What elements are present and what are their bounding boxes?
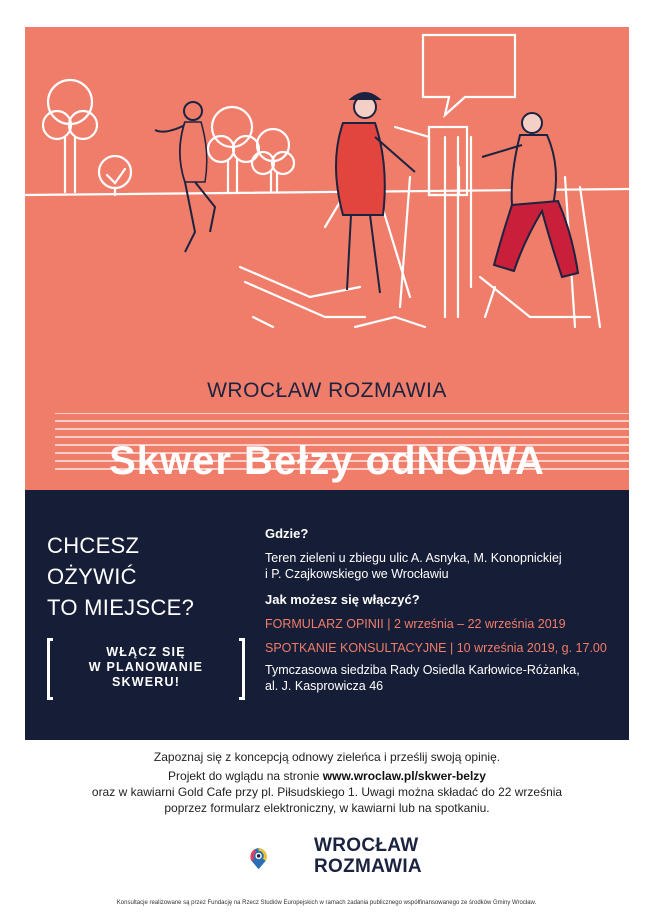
project-url-link[interactable]: www.wroclaw.pl/skwer-belzy (322, 769, 486, 783)
project-prefix: Projekt do wglądu na stronie (168, 769, 323, 783)
intro-text: Zapoznaj się z koncepcją odnowy zieleńca i prześlij swoją opinię. (153, 750, 501, 764)
participate-line: W PLANOWANIE (88, 660, 204, 674)
logo-wordmark (314, 835, 422, 877)
location-line: i P. Czajkowskiego we Wrocławiu (265, 567, 449, 581)
location-line: Teren zieleni u zbiegu ulic A. Asnyka, M. Konopnickiej (265, 551, 562, 565)
funding-fineprint: Konsultacje realizowane są przez Fundację na Rzecz Studiów Europejskich w ramach zadania publicznego współfinansowanego ze środków Gminy Wrocław. (116, 900, 537, 906)
participate-text (47, 645, 245, 690)
meeting-date: SPOTKANIE KONSULTACYJNE | 10 września 2019, g. 17.00 (265, 641, 607, 655)
cta-line: CHCESZ (47, 533, 140, 558)
call-to-action (47, 530, 194, 623)
cafe-info: oraz w kawiarni Gold Cafe przy pl. Piłsudskiego 1. Uwagi można składać do 22 września (91, 785, 563, 799)
logo-line: WROCŁAW (314, 835, 419, 856)
park-illustration (25, 27, 629, 387)
event-details (265, 526, 625, 694)
where-heading: Gdzie? (265, 526, 309, 541)
participate-line: WŁĄCZ SIĘ (106, 645, 186, 659)
participate-line: SKWERU! (111, 675, 181, 689)
how-heading: Jak możesz się włączyć? (265, 592, 420, 607)
poster-header (25, 27, 629, 490)
campaign-kicker: WROCŁAW ROZMAWIA (207, 379, 447, 402)
poster-title: Skwer Bełzy odNOWA (109, 439, 545, 483)
form-dates: FORMULARZ OPINII | 2 września – 22 września 2019 (265, 617, 566, 631)
logo-line: ROZMAWIA (314, 856, 422, 877)
info-panel (25, 490, 629, 740)
submission-info: poprzez formularz elektroniczny, w kawiarni lub na spotkaniu. (164, 801, 490, 815)
venue-line: Tymczasowa siedziba Rady Osiedla Karłowice-Różanka, (265, 663, 580, 677)
wroclaw-rozmawia-logo-icon (248, 826, 308, 890)
cta-line: TO MIEJSCE? (47, 595, 195, 620)
cta-line: OŻYWIĆ (47, 564, 137, 589)
participate-bracket (47, 638, 245, 700)
location-description (265, 550, 625, 582)
project-link-line (25, 768, 629, 784)
venue-line: al. J. Kasprowicza 46 (265, 679, 384, 693)
